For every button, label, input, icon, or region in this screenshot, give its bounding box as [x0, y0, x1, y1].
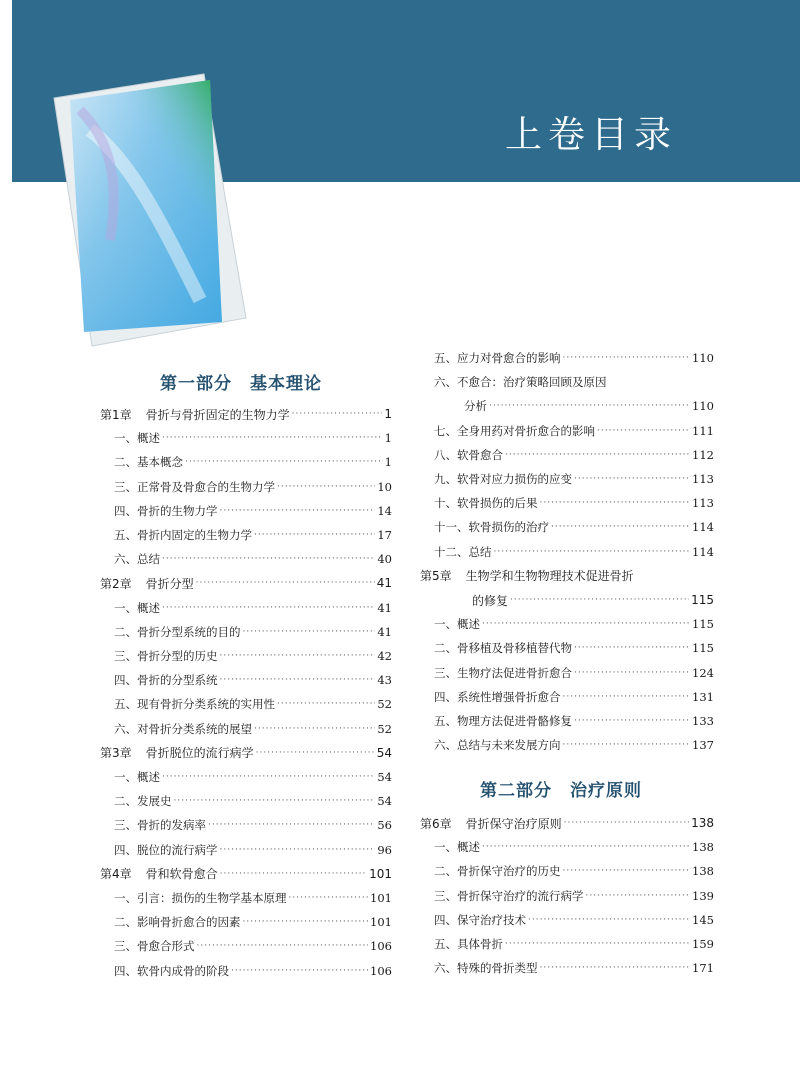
- toc-section-row[interactable]: [434, 908, 714, 932]
- toc-section-row[interactable]: [434, 346, 714, 370]
- toc-page-number: 41: [377, 624, 392, 639]
- toc-entry-title: 二、骨折保守治疗的历史: [434, 864, 561, 879]
- toc-page-number: 159: [692, 937, 714, 951]
- toc-section-row[interactable]: [434, 467, 714, 491]
- dot-leader: [289, 893, 369, 903]
- toc-section-row[interactable]: [434, 956, 714, 980]
- toc-section-row[interactable]: [114, 475, 392, 499]
- toc-entry-title: 二、发展史: [114, 794, 172, 809]
- toc-entry-title: 六、不愈合：治疗策略回顾及原因: [434, 375, 607, 390]
- toc-page-number: 10: [377, 479, 392, 494]
- dot-leader: [254, 724, 375, 734]
- toc-entry-title: 六、对骨折分类系统的展望: [114, 721, 252, 736]
- toc-entry-title: 一、概述: [434, 617, 480, 632]
- toc-section-row[interactable]: [114, 813, 392, 837]
- dot-leader: [243, 917, 369, 927]
- toc-chapter-number: 第5章: [420, 569, 452, 584]
- toc-section-row[interactable]: [114, 910, 392, 934]
- dot-leader: [574, 474, 690, 484]
- toc-page-number: 56: [377, 818, 392, 833]
- part-title-2: 第二部分 治疗原则: [480, 781, 642, 801]
- dot-leader: [482, 619, 690, 629]
- toc-entry-title: 四、脱位的流行病学: [114, 842, 218, 857]
- toc-page-number: 110: [692, 399, 714, 414]
- toc-entry-title: 六、特殊的骨折类型: [434, 961, 538, 976]
- dot-leader: [551, 522, 690, 532]
- toc-entry-title: 二、影响骨折愈合的因素: [114, 915, 241, 930]
- toc-page-number: 138: [692, 840, 714, 855]
- toc-section-row[interactable]: [464, 394, 714, 418]
- toc-section-row[interactable]: [114, 644, 392, 668]
- toc-page-number: 101: [369, 866, 392, 881]
- dot-leader: [292, 409, 383, 419]
- toc-section-row[interactable]: [114, 717, 392, 741]
- toc-entry-title: 六、总结: [114, 552, 160, 567]
- toc-section-row[interactable]: [114, 523, 392, 547]
- page-title: 上卷目录: [505, 113, 677, 156]
- toc-page-number: 124: [692, 665, 714, 680]
- toc-page-number: 52: [377, 697, 392, 712]
- toc-section-row[interactable]: [114, 668, 392, 692]
- dot-leader: [563, 353, 691, 363]
- toc-entry-title: 的修复: [472, 593, 509, 608]
- toc-page-number: 114: [692, 520, 714, 535]
- dot-leader: [505, 450, 690, 460]
- toc-section-row[interactable]: [114, 765, 392, 789]
- toc-section-row[interactable]: [114, 450, 392, 474]
- dot-leader: [574, 643, 690, 653]
- toc-page-number: 52: [377, 721, 392, 736]
- toc-page-number: 1: [384, 455, 392, 470]
- toc-section-row[interactable]: [114, 596, 392, 620]
- toc-entry-title: 五、物理方法促进骨骼修复: [434, 714, 572, 728]
- toc-entry-title: 一、引言：损伤的生物学基本原理: [114, 891, 287, 905]
- dot-leader: [574, 716, 690, 726]
- dot-leader: [162, 433, 383, 443]
- toc-section-row[interactable]: [114, 499, 392, 523]
- toc-chapter-row[interactable]: [420, 811, 714, 835]
- toc-page-number: 14: [377, 503, 392, 518]
- toc-entry-title: 三、骨折分型的历史: [114, 649, 218, 663]
- dot-leader: [243, 627, 376, 637]
- toc-section-row[interactable]: [434, 661, 714, 685]
- toc-entry-title: 四、保守治疗技术: [434, 912, 526, 927]
- toc-section-row[interactable]: [434, 884, 714, 908]
- toc-page-number: 106: [370, 963, 392, 978]
- toc-entry-title: 一、概述: [114, 431, 160, 446]
- toc-section-row[interactable]: [114, 838, 392, 862]
- dot-leader: [540, 963, 691, 973]
- toc-entry-title: 五、应力对骨愈合的影响: [434, 351, 561, 365]
- toc-chapter-row[interactable]: [420, 564, 714, 588]
- dot-leader: [162, 772, 375, 782]
- toc-entry-title: 骨折脱位的流行病学: [145, 746, 254, 761]
- toc-page-number: 133: [692, 714, 714, 728]
- toc-page-number: 115: [692, 641, 714, 656]
- toc-entry-title: 四、骨折的生物力学: [114, 503, 218, 518]
- toc-section-row[interactable]: [114, 692, 392, 716]
- toc-chapter-row[interactable]: [100, 571, 392, 595]
- toc-chapter-row[interactable]: [100, 862, 392, 886]
- toc-entry-title: 四、系统性增强骨折愈合: [434, 689, 561, 704]
- toc-entry-title: 五、现有骨折分类系统的实用性: [114, 697, 275, 712]
- toc-entry-title: 十二、总结: [434, 544, 492, 559]
- toc-page-number: 139: [692, 888, 714, 903]
- toc-entry-title: 十一、软骨损伤的治疗: [434, 520, 549, 535]
- toc-entry-title: 一、概述: [434, 840, 480, 855]
- dot-leader: [220, 869, 367, 879]
- toc-page-number: 115: [692, 617, 714, 632]
- toc-page-number: 137: [692, 738, 714, 753]
- part-title-1: 第一部分 基本理论: [160, 374, 322, 394]
- toc-chapter-number: 第1章: [100, 407, 132, 422]
- dot-leader: [482, 842, 690, 852]
- toc-page-number: 131: [692, 689, 714, 704]
- toc-entry-title: 生物学和生物物理技术促进骨折: [465, 569, 634, 584]
- toc-page-number: 171: [692, 961, 714, 976]
- toc-chapter-row[interactable]: [472, 588, 714, 612]
- toc-entry-title: 骨折分型: [145, 576, 194, 591]
- toc-page-number: 17: [377, 528, 392, 542]
- dot-leader: [185, 457, 383, 467]
- dot-leader: [220, 845, 376, 855]
- dot-leader: [220, 506, 376, 516]
- toc-entry-title: 五、骨折内固定的生物力学: [114, 528, 252, 542]
- toc-section-row[interactable]: [434, 709, 714, 733]
- toc-entry-title: 骨和软骨愈合: [145, 867, 218, 882]
- dot-leader: [256, 748, 375, 758]
- toc-page-number: 1: [384, 431, 392, 446]
- toc-section-row[interactable]: [114, 934, 392, 958]
- toc-chapter-row[interactable]: [100, 741, 392, 765]
- toc-chapter-row[interactable]: [100, 402, 392, 426]
- toc-section-row[interactable]: [114, 789, 392, 813]
- toc-section-row[interactable]: [434, 685, 714, 709]
- toc-page-number: 113: [692, 472, 714, 486]
- dot-leader: [574, 668, 690, 678]
- toc-chapter-number: 第4章: [100, 867, 132, 882]
- toc-page-number: 54: [377, 794, 392, 809]
- toc-entry-title: 三、骨折保守治疗的流行病学: [434, 888, 584, 903]
- toc-entry-title: 六、总结与未来发展方向: [434, 738, 561, 753]
- toc-page-number: 41: [376, 576, 392, 591]
- dot-leader: [196, 578, 375, 588]
- toc-entry-title: 四、骨折的分型系统: [114, 673, 218, 688]
- toc-section-row[interactable]: [114, 547, 392, 571]
- toc-page-number: 41: [377, 600, 392, 615]
- toc-section-row[interactable]: [434, 370, 714, 394]
- toc-entry-title: 十、软骨损伤的后果: [434, 496, 538, 511]
- toc-section-row[interactable]: [434, 612, 714, 636]
- toc-chapter-number: 第2章: [100, 576, 132, 591]
- toc-entry-title: 三、生物疗法促进骨折愈合: [434, 665, 572, 680]
- dot-leader: [174, 796, 376, 806]
- toc-page-number: 111: [692, 423, 714, 438]
- toc-entry-title: 骨折与骨折固定的生物力学: [145, 407, 290, 422]
- dot-leader: [197, 941, 369, 951]
- dot-leader: [277, 699, 375, 709]
- toc-entry-title: 三、骨愈合形式: [114, 939, 195, 954]
- decorative-photo-image: [50, 70, 250, 350]
- toc-page-number: 114: [692, 544, 714, 559]
- dot-leader: [563, 866, 691, 876]
- dot-leader: [540, 498, 691, 508]
- toc-page-number: 54: [377, 770, 392, 784]
- toc-section-row[interactable]: [434, 419, 714, 443]
- dot-leader: [564, 818, 689, 828]
- toc-entry-title: 分析: [464, 399, 487, 414]
- toc-section-row[interactable]: [114, 886, 392, 910]
- toc-entry-title: 七、全身用药对骨折愈合的影响: [434, 423, 595, 438]
- dot-leader: [586, 891, 691, 901]
- toc-section-row[interactable]: [434, 733, 714, 757]
- toc-page-number: 40: [377, 552, 392, 567]
- toc-entry-title: 九、软骨对应力损伤的应变: [434, 472, 572, 486]
- toc-entry-title: 骨折保守治疗原则: [465, 816, 562, 831]
- toc-page-number: 138: [691, 816, 714, 830]
- toc-chapter-number: 第6章: [420, 816, 452, 831]
- toc-entry-title: 四、软骨内成骨的阶段: [114, 963, 229, 978]
- toc-section-row[interactable]: [114, 959, 392, 983]
- toc-section-row[interactable]: [434, 540, 714, 564]
- toc-section-row[interactable]: [114, 620, 392, 644]
- toc-page-number: 43: [377, 673, 392, 688]
- toc-page-number: 96: [377, 842, 392, 857]
- dot-leader: [494, 547, 691, 557]
- toc-page-number: 106: [370, 939, 392, 954]
- dot-leader: [231, 966, 368, 976]
- toc-entry-title: 二、骨移植及骨移植替代物: [434, 641, 572, 656]
- toc-section-row[interactable]: [434, 515, 714, 539]
- dot-leader: [162, 603, 375, 613]
- toc-section-row[interactable]: [434, 859, 714, 883]
- toc-page-number: 112: [692, 447, 714, 462]
- toc-chapter-number: 第3章: [100, 746, 132, 761]
- toc-page-number: 110: [692, 351, 714, 365]
- toc-section-row[interactable]: [114, 426, 392, 450]
- dot-leader: [563, 692, 691, 702]
- toc-section-row[interactable]: [434, 636, 714, 660]
- toc-entry-title: 二、基本概念: [114, 455, 183, 470]
- toc-page-number: 1: [384, 407, 392, 421]
- dot-leader: [254, 530, 375, 540]
- dot-leader: [220, 675, 376, 685]
- dot-leader: [220, 651, 376, 661]
- dot-leader: [208, 820, 375, 830]
- dot-leader: [489, 401, 690, 411]
- dot-leader: [563, 740, 691, 750]
- toc-page-number: 145: [692, 912, 714, 927]
- toc-section-row[interactable]: [434, 835, 714, 859]
- toc-page-number: 101: [370, 891, 392, 905]
- toc-entry-title: 二、骨折分型系统的目的: [114, 624, 241, 639]
- toc-entry-title: 三、骨折的发病率: [114, 818, 206, 833]
- toc-page-number: 113: [692, 496, 714, 511]
- toc-section-row[interactable]: [434, 443, 714, 467]
- dot-leader: [277, 482, 375, 492]
- toc-entry-title: 五、具体骨折: [434, 937, 503, 951]
- toc-entry-title: 三、正常骨及骨愈合的生物力学: [114, 479, 275, 494]
- toc-section-row[interactable]: [434, 491, 714, 515]
- toc-entry-title: 一、概述: [114, 770, 160, 784]
- toc-section-row[interactable]: [434, 932, 714, 956]
- toc-page-number: 54: [376, 745, 392, 760]
- toc-entry-title: 八、软骨愈合: [434, 447, 503, 462]
- dot-leader: [505, 939, 690, 949]
- dot-leader: [597, 426, 690, 436]
- toc-page-number: 42: [377, 649, 392, 663]
- dot-leader: [162, 554, 375, 564]
- toc-entry-title: 一、概述: [114, 600, 160, 615]
- toc-page-number: 138: [692, 864, 714, 879]
- dot-leader: [528, 915, 690, 925]
- dot-leader: [510, 595, 689, 605]
- toc-page-number: 115: [691, 593, 714, 607]
- toc-page-number: 101: [370, 915, 392, 930]
